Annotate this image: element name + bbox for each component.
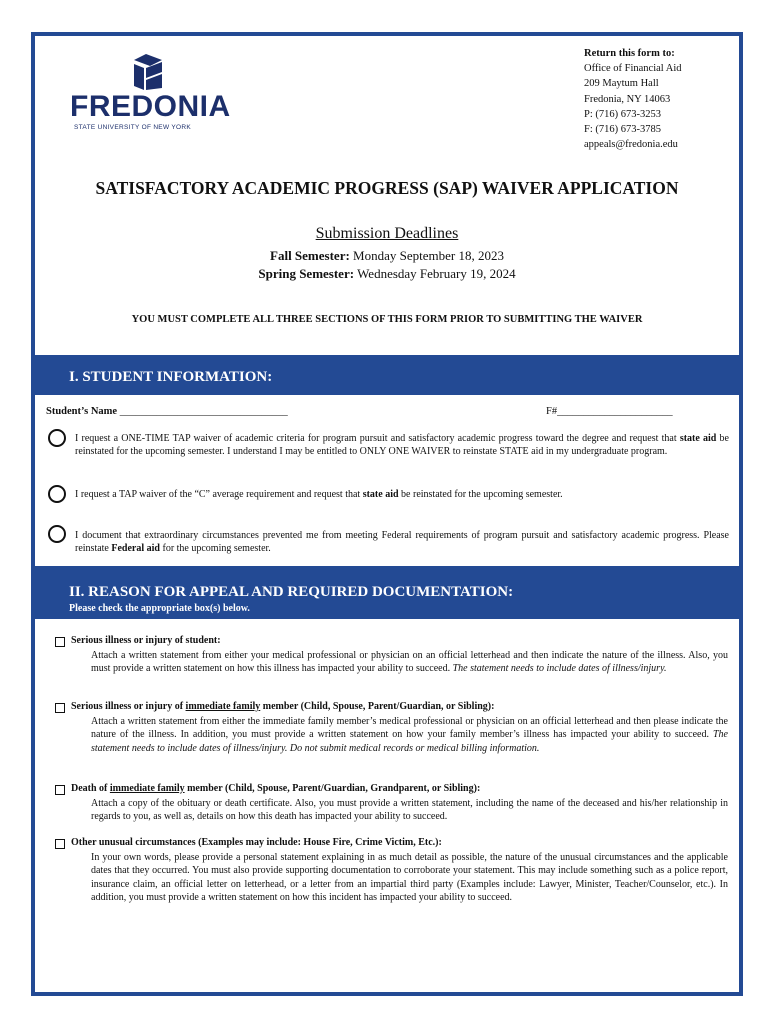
student-name-field[interactable] [46,406,288,417]
spring-date: Wednesday February 19, 2024 [354,266,516,281]
completion-notice: YOU MUST COMPLETE ALL THREE SECTIONS OF THIS FORM PRIOR TO SUBMITTING THE WAIVER [131,314,643,325]
fax-line: F: (716) 673-3785 [584,124,661,136]
email-link[interactable]: appeals@fredonia.edu [584,139,678,151]
return-heading: Return this form to: [584,48,675,59]
section-1-header [35,355,739,395]
option-2-radio[interactable] [48,485,66,503]
option-2-text: I request a TAP waiver of the “C” average requirement and request that state aid be reinstated for the upcoming semester. [75,489,563,500]
fall-deadline [35,248,739,264]
form-page [31,32,743,996]
reason-1-body: Attach a written statement from either your medical professional or physician on an official letterhead and then indicate the nature of the illness. Also, you must provide a written statement on how this illness has impacted your ability to succeed. The statement needs to include dates of illness/injury. [91,650,728,675]
fredonia-logo [70,54,230,134]
deadlines-heading: Submission Deadlines [315,225,459,242]
address-line: Office of Financial Aid [584,63,682,75]
reason-4-body: In your own words, please provide a personal statement explaining in as much detail as possible, the nature of the unusual circumstances and the applicable dates that they occurred. You must also provide supporting documentation to corroborate your statement. This may include something such as a police report, insurance claim, an official letter on letterhead, or a letter from an impartial third party (Examples include: Lawyer, Minister, Teacher/Counselor, etc.). In addition, you must provide a written statement on how this incident has impacted your ability to succeed. [91,852,728,903]
reason-2-body: Attach a written statement from either the immediate family member’s medical professional or physician on an official letterhead and then please indicate the nature of the illness. In addition, you must provide a written statement on how your family member’s illness has impacted your ability to succeed. The statement needs to include dates of illness/injury. Do not submit medical records or medical billing information. [91,716,728,754]
reason-2-checkbox[interactable] [55,703,65,713]
option-1-radio[interactable] [48,429,66,447]
student-name-label: Student’s Name [46,406,118,417]
return-address [584,46,682,152]
option-1-text: I request a ONE-TIME TAP waiver of academic criteria for program pursuit and satisfactory academic progress toward the degree and request that state aid be reinstated for the upcoming semester. I understand I may be entitled to ONLY ONE WAIVER to reinstate STATE aid in my undergraduate program. [75,433,729,458]
reason-3-heading: Death of immediate family member (Child, Spouse, Parent/Guardian, Grandparent, or Sibling): [71,783,481,794]
section-2-subtitle: Please check the appropriate box(s) below. [69,603,250,614]
student-name-line: ________________________________ [117,406,288,417]
section-2-header [35,566,739,619]
form-title: SATISFACTORY ACADEMIC PROGRESS (SAP) WAIVER APPLICATION [95,178,679,198]
option-3-radio[interactable] [48,525,66,543]
fall-date: Monday September 18, 2023 [349,248,504,263]
reason-4-checkbox[interactable] [55,839,65,849]
option-3-text: I document that extraordinary circumstances prevented me from meeting Federal requirements of program pursuit and satisfactory academic progress. Please reinstate Federal aid for the upcoming semester. [75,530,729,555]
reason-4-heading: Other unusual circumstances (Examples may include: House Fire, Crime Victim, Etc.): [71,837,442,848]
section-1-title: I. STUDENT INFORMATION: [69,369,273,385]
spring-label: Spring Semester: [258,266,355,281]
logo-wordmark: FREDONIA [70,90,231,123]
reason-1-heading: Serious illness or injury of student: [71,635,221,646]
f-number-field[interactable]: F#______________________ [546,406,673,417]
reason-3-checkbox[interactable] [55,785,65,795]
fall-label: Fall Semester: [270,248,350,263]
logo-subtitle: STATE UNIVERSITY OF NEW YORK [74,124,191,131]
fredonia-mark-icon [134,54,164,90]
section-2-title: II. REASON FOR APPEAL AND REQUIRED DOCUMENTATION: [69,584,514,600]
reason-2-heading: Serious illness or injury of immediate family member (Child, Spouse, Parent/Guardian, or Sibling): [71,701,495,712]
phone-line: P: (716) 673-3253 [584,108,661,120]
reason-3-body: Attach a copy of the obituary or death certificate. Also, you must provide a written statement, including the name of the deceased and his/her relationship in regards to you, as well as, details on how this death has impacted your ability to succeed. [91,798,728,823]
spring-deadline [35,266,739,282]
address-line: Fredonia, NY 14063 [584,93,671,105]
reason-1-checkbox[interactable] [55,637,65,647]
address-line: 209 Maytum Hall [584,78,659,90]
